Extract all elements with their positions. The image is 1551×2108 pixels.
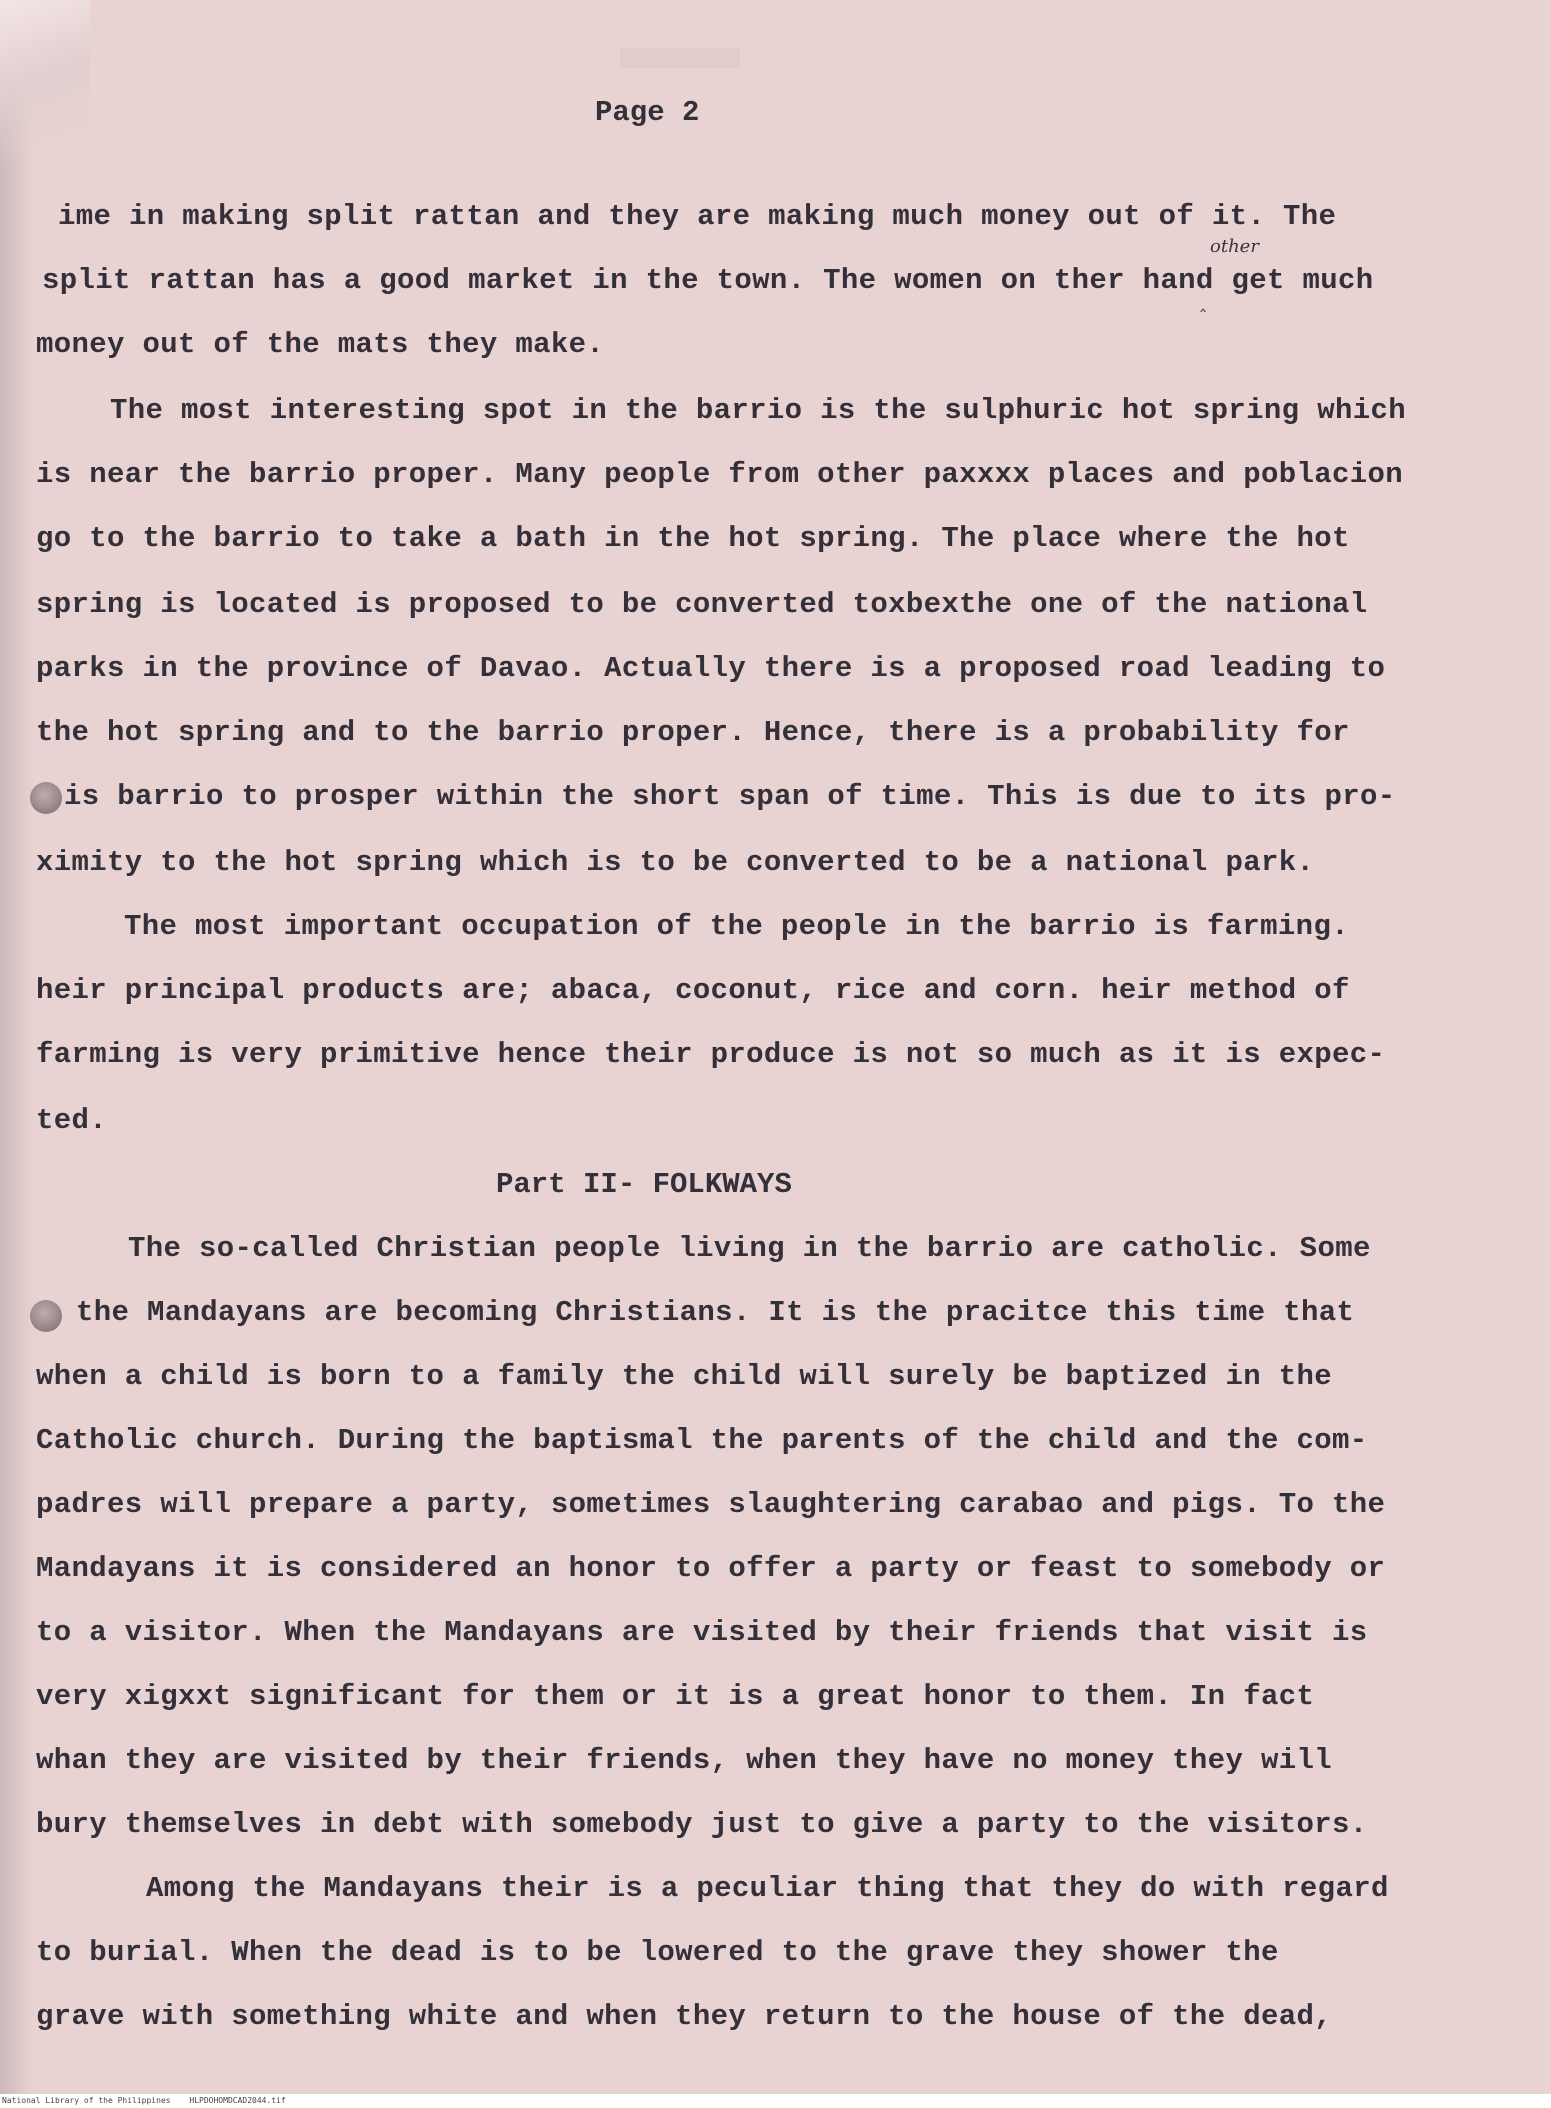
punch-hole — [30, 782, 62, 814]
text-line: bury themselves in debt with somebody just to give a party to the visitors. — [36, 1808, 1368, 1841]
section-heading: Part II- FOLKWAYS — [496, 1168, 792, 1201]
text-line: the Mandayans are becoming Christians. It is the pracitce this time that — [76, 1296, 1355, 1329]
text-line: go to the barrio to take a bath in the hot spring. The place where the hot — [36, 522, 1350, 555]
text-line: Catholic church. During the baptismal the parents of the child and the com- — [36, 1424, 1368, 1457]
text-line: very xigxxt significant for them or it is a great honor to them. In fact — [36, 1680, 1315, 1713]
text-line: Among the Mandayans their is a peculiar thing that they do with regard — [146, 1872, 1389, 1905]
handwritten-insertion: other — [1210, 236, 1259, 257]
text-line: is barrio to prosper within the short span of time. This is due to its pro- — [64, 780, 1396, 813]
file-name: HLPDOHOMDCAD2044.tif — [189, 2096, 286, 2105]
text-line: ime in making split rattan and they are making much money out of it. The — [58, 200, 1337, 233]
text-line: ximity to the hot spring which is to be converted to be a national park. — [36, 846, 1315, 879]
punch-hole — [30, 1300, 62, 1332]
text-line: spring is located is proposed to be converted toxbexthe one of the national — [36, 588, 1368, 621]
text-line: money out of the mats they make. — [36, 328, 605, 361]
text-line: whan they are visited by their friends, when they have no money they will — [36, 1744, 1332, 1777]
text-line: farming is very primitive hence their produce is not so much as it is expec- — [36, 1038, 1386, 1071]
torn-corner — [0, 0, 90, 190]
text-line: when a child is born to a family the child will surely be baptized in the — [36, 1360, 1332, 1393]
text-line: The so-called Christian people living in the barrio are catholic. Some — [128, 1232, 1371, 1265]
text-line: The most important occupation of the people in the barrio is farming. — [124, 910, 1349, 943]
archive-name: National Library of the Philippines — [2, 2096, 171, 2105]
text-line: the hot spring and to the barrio proper. Hence, there is a probability for — [36, 716, 1350, 749]
text-line: Mandayans it is considered an honor to offer a party or feast to somebody or — [36, 1552, 1386, 1585]
insertion-caret-icon: ‸ — [1200, 292, 1207, 313]
page-number: Page 2 — [595, 96, 700, 129]
text-line: to a visitor. When the Mandayans are visited by their friends that visit is — [36, 1616, 1368, 1649]
text-line: parks in the province of Davao. Actually there is a proposed road leading to — [36, 652, 1386, 685]
scan-footer — [0, 2094, 1551, 2108]
text-line: split rattan has a good market in the town. The women on ther hand get much — [42, 264, 1374, 297]
text-line: is near the barrio proper. Many people from other paxxxx places and poblacion — [36, 458, 1403, 491]
text-line: heir principal products are; abaca, coconut, rice and corn. heir method of — [36, 974, 1350, 1007]
page-edge-shadow — [0, 0, 34, 2094]
text-line: grave with something white and when they return to the house of the dead, — [36, 2000, 1332, 2033]
text-line: ted. — [36, 1104, 108, 1137]
text-line: to burial. When the dead is to be lowered to the grave they shower the — [36, 1936, 1279, 1969]
text-line: The most interesting spot in the barrio is the sulphuric hot spring which — [110, 394, 1406, 427]
bleed-through-mark — [620, 48, 740, 68]
text-line: padres will prepare a party, sometimes slaughtering carabao and pigs. To the — [36, 1488, 1386, 1521]
